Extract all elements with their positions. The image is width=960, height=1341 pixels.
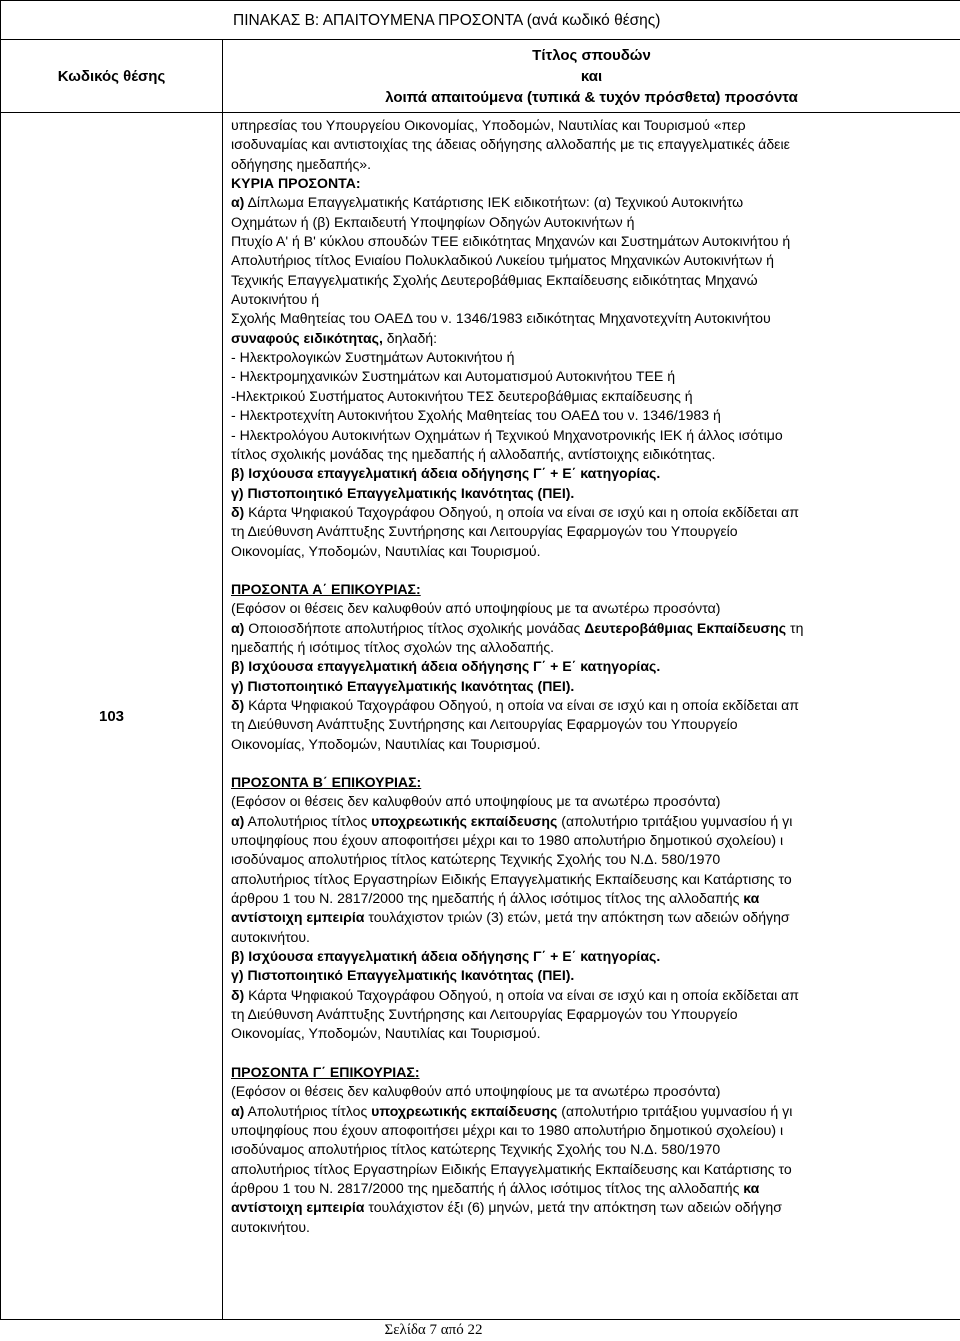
item-label: α) xyxy=(231,1102,245,1119)
pei-requirement: γ) Πιστοποιητικό Επαγγελματικής Ικανότητας (ΠΕΙ). xyxy=(231,677,575,694)
text-fragment: Απολυτήριος τίτλος xyxy=(244,812,372,829)
education-level-bold: υποχρεωτικής εκπαίδευσης xyxy=(371,1102,558,1119)
text-line: Κάρτα Ψηφιακού Ταχογράφου Οδηγού, η οποία να είναι σε ισχύ και η οποία εκδίδεται απ xyxy=(244,503,800,520)
text-fragment: δηλαδή: xyxy=(382,329,438,346)
license-requirement: επαγγελματική άδεια οδήγησης Γ΄ + Ε΄ κατηγορίας. xyxy=(317,465,661,482)
section-heading: ΠΡΟΣΟΝΤΑ Γ΄ ΕΠΙΚΟΥΡΙΑΣ: xyxy=(231,1063,420,1080)
experience-bold: αντίστοιχη εμπειρία xyxy=(231,909,365,926)
experience-bold: αντίστοιχη εμπειρία xyxy=(231,1199,365,1216)
license-requirement: επαγγελματική άδεια οδήγησης Γ΄ + Ε΄ κατηγορίας. xyxy=(317,658,661,675)
text-fragment: τουλάχιστον τριών (3) ετών, μετά την απόκτηση των αδειών οδήγησ xyxy=(364,909,790,926)
item-label: δ) xyxy=(231,696,245,713)
header-line-2: και xyxy=(580,67,603,85)
text-line: Σχολής Μαθητείας του ΟΑΕΔ του ν. 1346/1983 ειδικότητας Μηχανοτεχνίτη Αυτοκινήτου xyxy=(231,310,771,327)
item-b-prefix: β) Ισχύουσα xyxy=(231,948,318,965)
text-line: Πτυχίο Α' ή Β' κύκλου σπουδών ΤΕΕ ειδικότητας Μηχανών και Συστημάτων Αυτοκινήτου ή xyxy=(231,233,791,250)
text-line: Κάρτα Ψηφιακού Ταχογράφου Οδηγού, η οποία να είναι σε ισχύ και η οποία εκδίδεται απ xyxy=(244,696,800,713)
specialty-line: - Ηλεκτρολόγου Αυτοκινήτων Οχημάτων ή Τεχνικού Μηχανοτρονικής ΙΕΚ ή άλλος ισότιμο xyxy=(231,426,783,443)
item-label: δ) xyxy=(231,503,245,520)
text-fragment: Απολυτήριος τίτλος xyxy=(244,1102,372,1119)
item-b-prefix: β) Ισχύουσα xyxy=(231,465,318,482)
license-requirement: επαγγελματική άδεια οδήγησης Γ΄ + Ε΄ κατηγορίας. xyxy=(317,948,661,965)
specialty-line: -Ηλεκτρικού Συστήματος Αυτοκινήτου ΤΕΣ δευτεροβάθμιας εκπαίδευσης ή xyxy=(231,387,693,404)
text-line: οδήγησης ημεδαπής». xyxy=(231,155,371,172)
text-line: ισοδύναμος απολυτήριος τίτλος κατώτερης Τεχνικής Σχολής του Ν.Δ. 580/1970 xyxy=(231,1141,721,1158)
position-code: 103 xyxy=(1,113,223,1320)
text-line: τη Διεύθυνση Ανάπτυξης Συντήρησης και Λειτουργίας Εφαρμογών του Υπουργείο xyxy=(231,716,738,733)
text-line: αυτοκινήτου. xyxy=(231,1218,310,1235)
text-line: Τεχνικής Επαγγελματικής Σχολής Δευτεροβάθμιας Εκπαίδευσης ειδικότητας Μηχανώ xyxy=(231,271,758,288)
text-line: υποψηφίους που έχουν αποφοιτήσει μέχρι και το 1980 απολυτήριο δημοτικού σχολείου) ι xyxy=(231,1121,784,1138)
text-fragment: άρθρου 1 του Ν. 2817/2000 της ημεδαπής ή άλλος ισότιμος τίτλος της αλλοδαπής xyxy=(231,1179,744,1196)
text-line: Κάρτα Ψηφιακού Ταχογράφου Οδηγού, η οποία να είναι σε ισχύ και η οποία εκδίδεται απ xyxy=(244,986,800,1003)
alternative-b-qualifications xyxy=(231,773,960,1044)
pei-requirement: γ) Πιστοποιητικό Επαγγελματικής Ικανότητας (ΠΕΙ). xyxy=(231,967,575,984)
header-qualifications-column xyxy=(223,40,960,113)
specialty-line: - Ηλεκτρομηχανικών Συστημάτων και Αυτοματισμού Αυτοκινήτου ΤΕΕ ή xyxy=(231,368,676,385)
header-line-1: Τίτλος σπουδών xyxy=(532,46,651,64)
related-specialty-bold: συναφούς ειδικότητας, xyxy=(231,329,383,346)
section-heading: ΚΥΡΙΑ ΠΡΟΣΟΝΤΑ: xyxy=(231,175,361,192)
text-line: Αυτοκινήτου ή xyxy=(231,291,320,308)
text-line: υποψηφίους που έχουν αποφοιτήσει μέχρι και το 1980 απολυτήριο δημοτικού σχολείου) ι xyxy=(231,832,784,849)
note-line: (Εφόσον οι θέσεις δεν καλυφθούν από υποψηφίους με τα ανωτέρω προσόντα) xyxy=(231,600,721,617)
item-label: α) xyxy=(231,812,245,829)
text-line: τη Διεύθυνση Ανάπτυξης Συντήρησης και Λειτουργίας Εφαρμογών του Υπουργείο xyxy=(231,1006,738,1023)
main-qualifications xyxy=(231,174,960,561)
specialty-line: - Ηλεκτροτεχνίτη Αυτοκινήτου Σχολής Μαθητείας του ΟΑΕΔ του ν. 1346/1983 ή xyxy=(231,407,721,424)
specialty-line: - Ηλεκτρολογικών Συστημάτων Αυτοκινήτου ή xyxy=(231,349,515,366)
text-line: αυτοκινήτου. xyxy=(231,928,310,945)
text-fragment: (απολυτήριο τριτάξιου γυμνασίου ή γι xyxy=(557,1102,793,1119)
text-line: Οικονομίας, Υποδομών, Ναυτιλίας και Τουρισμού. xyxy=(231,542,541,559)
text-fragment: (απολυτήριο τριτάξιου γυμνασίου ή γι xyxy=(557,812,793,829)
text-line: Οχημάτων ή (β) Εκπαιδευτή Υποψηφίων Οδηγών Αυτοκινήτων ή xyxy=(231,213,635,230)
table-title-row xyxy=(1,1,960,40)
item-label: δ) xyxy=(231,986,245,1003)
header-line-3: λοιπά απαιτούμενα (τυπικά & τυχόν πρόσθετα) προσόντα xyxy=(385,88,798,106)
text-fragment-bold: κα xyxy=(743,1179,760,1196)
note-line: (Εφόσον οι θέσεις δεν καλυφθούν από υποψηφίους με τα ανωτέρω προσόντα) xyxy=(231,793,721,810)
text-line: ημεδαπής ή ισότιμος τίτλος σχολών της αλλοδαπής. xyxy=(231,638,555,655)
text-line: Απολυτήριος τίτλος Ενιαίου Πολυκλαδικού Λυκείου τμήματος Μηχανικών Αυτοκινήτων ή xyxy=(231,252,774,269)
header-code-column: Κωδικός θέσης xyxy=(1,40,223,113)
page-footer: Σελίδα 7 από 22 xyxy=(384,1322,483,1338)
text-fragment: Οποιοσδήποτε απολυτήριος τίτλος σχολικής μονάδας xyxy=(244,619,585,636)
alternative-a-qualifications xyxy=(231,580,960,754)
text-fragment: τουλάχιστον έξι (6) μηνών, μετά την απόκτηση των αδειών οδήγησ xyxy=(364,1199,782,1216)
table-title: ΠΙΝΑΚΑΣ Β: ΑΠΑΙΤΟΥΜΕΝΑ ΠΡΟΣΟΝΤΑ (ανά κωδικό θέσης) xyxy=(233,12,661,29)
continuation-block xyxy=(231,116,960,174)
item-b-prefix: β) Ισχύουσα xyxy=(231,658,318,675)
text-line: τη Διεύθυνση Ανάπτυξης Συντήρησης και Λειτουργίας Εφαρμογών του Υπουργείο xyxy=(231,523,738,540)
item-label: α) xyxy=(231,619,245,636)
text-line: απολυτήριος τίτλος Εργαστηρίων Ειδικής Επαγγελματικής Εκπαίδευσης και Κατάρτισης το xyxy=(231,870,792,887)
text-line: υπηρεσίας του Υπουργείου Οικονομίας, Υποδομών, Ναυτιλίας και Τουρισμού «περ xyxy=(231,117,746,133)
text-line: Δίπλωμα Επαγγελματικής Κατάρτισης ΙΕΚ ειδικοτήτων: (α) Τεχνικού Αυτοκινήτω xyxy=(247,194,744,211)
text-fragment: άρθρου 1 του Ν. 2817/2000 της ημεδαπής ή άλλος ισότιμος τίτλος της αλλοδαπής xyxy=(231,890,744,907)
qualifications-content-cell xyxy=(223,113,960,1320)
section-heading: ΠΡΟΣΟΝΤΑ Β΄ ΕΠΙΚΟΥΡΙΑΣ: xyxy=(231,774,422,790)
specialty-line: τίτλος σχολικής μονάδας της ημεδαπής ή αλλοδαπής, αντίστοιχης ειδικότητας. xyxy=(231,445,716,462)
section-heading: ΠΡΟΣΟΝΤΑ Α΄ ΕΠΙΚΟΥΡΙΑΣ: xyxy=(231,580,421,597)
note-line: (Εφόσον οι θέσεις δεν καλυφθούν από υποψηφίους με τα ανωτέρω προσόντα) xyxy=(231,1083,721,1100)
education-level-bold: Δευτεροβάθμιας Εκπαίδευσης xyxy=(584,619,787,636)
text-line: ισοδυναμίας και αντιστοιχίας της άδειας οδήγησης αλλοδαπής με τις επαγγελματικές άδειε xyxy=(231,136,790,153)
education-level-bold: υποχρεωτικής εκπαίδευσης xyxy=(371,812,558,829)
text-line: Οικονομίας, Υποδομών, Ναυτιλίας και Τουρισμού. xyxy=(231,1025,541,1042)
pei-requirement: γ) Πιστοποιητικό Επαγγελματικής Ικανότητας (ΠΕΙ). xyxy=(231,484,575,501)
item-label: α) xyxy=(231,194,245,211)
qualifications-content xyxy=(223,113,960,1237)
text-fragment: τη xyxy=(786,619,804,636)
text-line: απολυτήριος τίτλος Εργαστηρίων Ειδικής Επαγγελματικής Εκπαίδευσης και Κατάρτισης το xyxy=(231,1160,792,1177)
text-line: Οικονομίας, Υποδομών, Ναυτιλίας και Τουρισμού. xyxy=(231,735,541,752)
text-line: ισοδύναμος απολυτήριος τίτλος κατώτερης Τεχνικής Σχολής του Ν.Δ. 580/1970 xyxy=(231,851,721,868)
text-fragment-bold: κα xyxy=(743,890,760,907)
alternative-c-qualifications xyxy=(231,1063,960,1237)
